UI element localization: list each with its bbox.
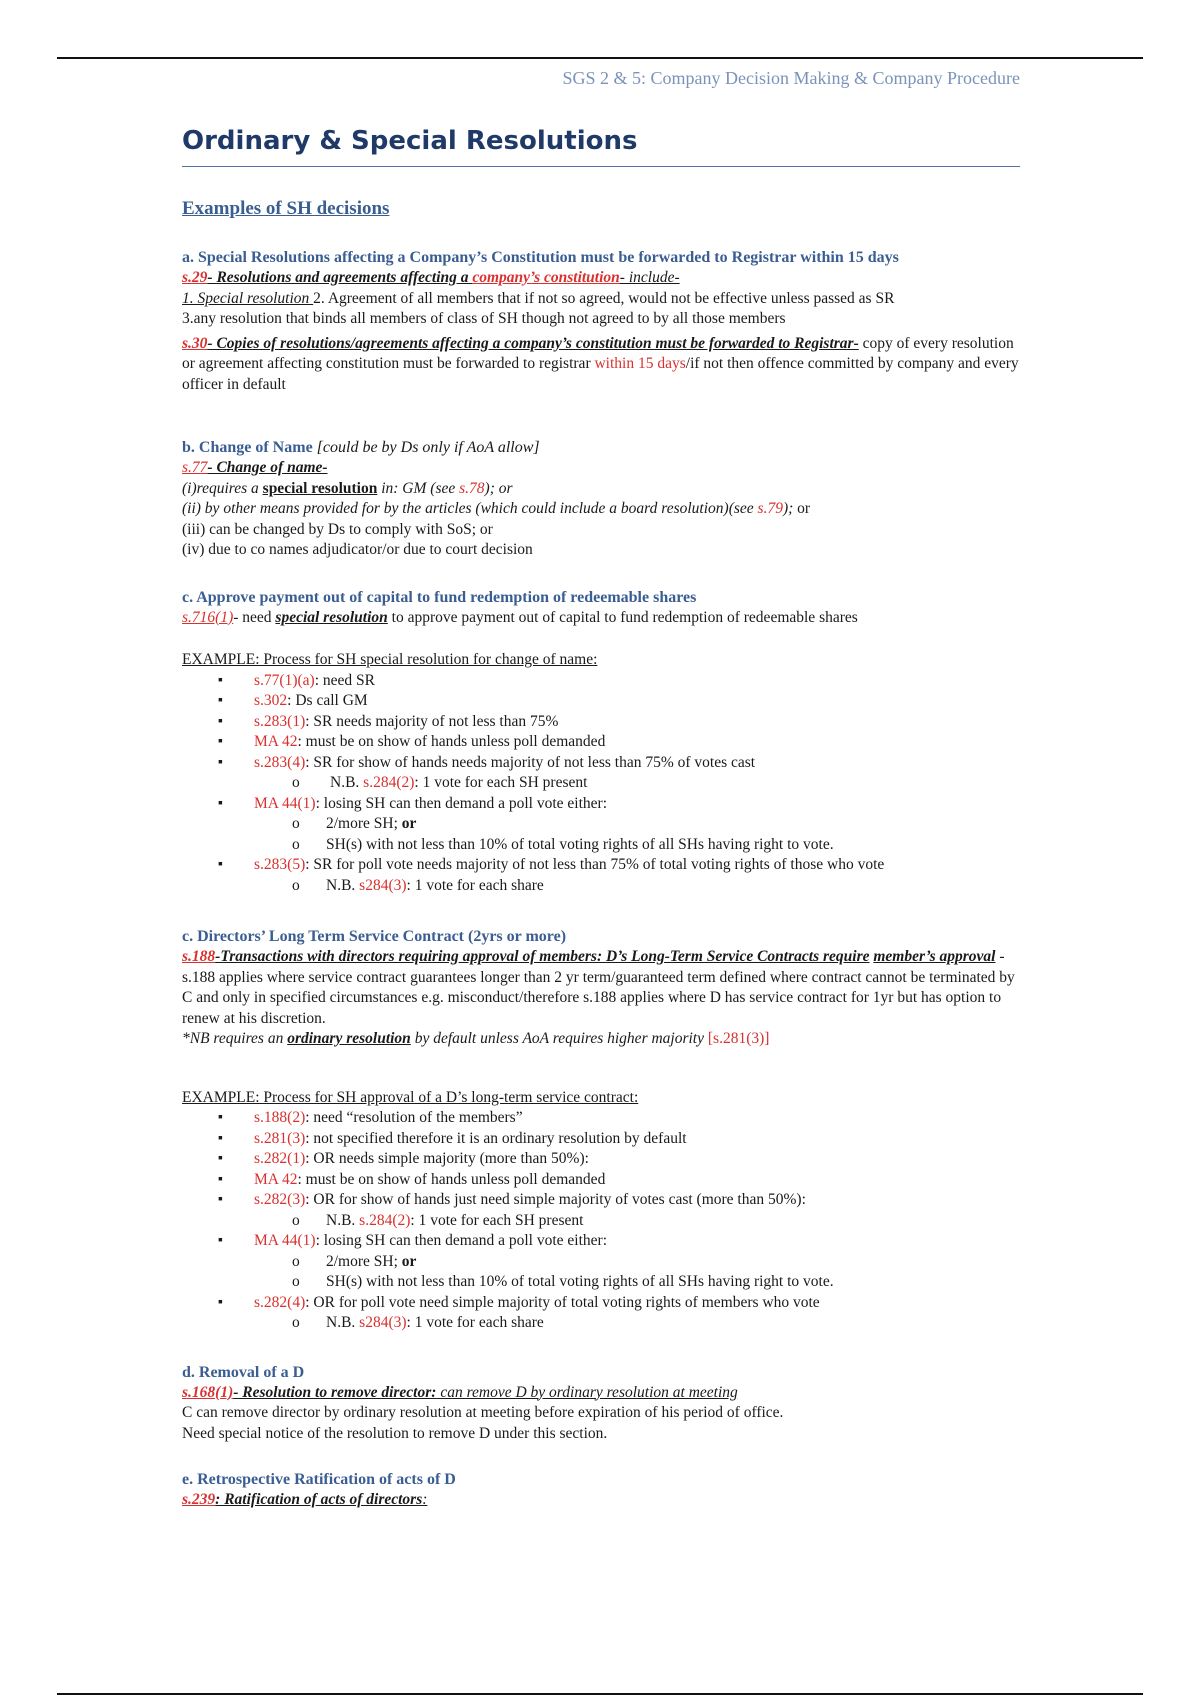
ref: s.283(1) xyxy=(254,712,306,730)
section-c xyxy=(182,587,1020,629)
item-i-ref: s.78 xyxy=(459,479,485,497)
example-2-sublist-3 xyxy=(182,1313,1020,1334)
list-item xyxy=(182,794,1020,815)
s30-title: - Copies of resolutions/agreements affecting a company’s constitution must be forwarded to Registrar- xyxy=(207,334,859,352)
s188-nb xyxy=(182,1029,1020,1050)
sub-text: : 1 vote for each SH present xyxy=(410,1211,584,1229)
section-c2-heading: c. Directors’ Long Term Service Contract (2yrs or more) xyxy=(182,928,567,945)
s168-title-it: can remove D by ordinary resolution at meeting xyxy=(436,1383,738,1401)
s239-title-end: : xyxy=(422,1491,428,1508)
example-2-sublist xyxy=(182,1211,1020,1232)
ref: s.77(1)(a) xyxy=(254,671,315,689)
text: : OR for show of hands just need simple majority of votes cast (more than 50%): xyxy=(305,1191,806,1208)
sub-ref: s284(3) xyxy=(359,1314,407,1331)
example-2-list-cont-2 xyxy=(182,1293,1020,1314)
example-1-sublist xyxy=(182,773,1020,794)
list-item xyxy=(182,1293,1020,1314)
s29-title-c: - include- xyxy=(619,269,680,286)
s30-paragraph xyxy=(182,334,1020,396)
text: : OR needs simple majority (more than 50%): xyxy=(305,1150,589,1167)
s239-line xyxy=(182,1490,1020,1511)
list-item xyxy=(182,1231,1020,1252)
sub-pre: N.B. xyxy=(326,876,360,894)
sub-item xyxy=(182,1211,1020,1232)
list-item xyxy=(182,855,1020,876)
running-header: SGS 2 & 5: Company Decision Making & Company Procedure xyxy=(562,68,1020,88)
s188-paragraph xyxy=(182,947,1020,1029)
sub-item xyxy=(182,835,1020,856)
sub-text: : 1 vote for each share xyxy=(406,876,544,894)
s188-ref: s.188 xyxy=(182,948,216,965)
top-rule xyxy=(57,57,1143,59)
item-i-d: ); or xyxy=(484,479,513,497)
sub-pre: SH(s) with not less than 10% of total voting rights of all SHs having right to vote. xyxy=(326,1273,834,1290)
bottom-rule xyxy=(57,1693,1143,1695)
s30-text-a: copy of every resolution or agreement affecting constitution must be forwarded to registrar xyxy=(182,334,1014,372)
section-c2 xyxy=(182,926,1020,1050)
item-ii-b: ); xyxy=(782,500,798,517)
s716-ref: s.716(1) xyxy=(182,608,234,626)
s716-special: special resolution xyxy=(275,608,388,626)
sub-item xyxy=(182,1272,1020,1293)
nb-a: *NB requires an xyxy=(182,1030,288,1047)
s168-line1: C can remove director by ordinary resolution at meeting before expiration of his period of office. xyxy=(182,1404,784,1421)
s77-item-i xyxy=(182,479,1020,500)
s188-title-b: member’s approval xyxy=(873,948,996,965)
section-e xyxy=(182,1469,1020,1511)
section-c-heading: c. Approve payment out of capital to fund redemption of redeemable shares xyxy=(182,588,697,606)
s168-line xyxy=(182,1383,1020,1404)
item-i-c: in: GM (see xyxy=(377,479,460,497)
item-i-special: special resolution xyxy=(262,479,378,497)
ref: s.282(1) xyxy=(254,1150,306,1167)
sub-item xyxy=(182,1252,1020,1273)
s77-ref: s.77 xyxy=(182,459,208,476)
list-item xyxy=(182,712,1020,733)
s188-text: - s.188 applies where service contract guarantees longer than 2 yr term/guaranteed term defined where contract cannot be terminated by C and only in specified circumstances e.g. misconduct/therefore s.188 applies where D has service contract for 1yr but has option to renew at his discretion. xyxy=(182,948,1015,1027)
list-item xyxy=(182,732,1020,753)
ref: MA 42 xyxy=(254,733,298,750)
sub-ref: s.284(2) xyxy=(359,1211,411,1229)
s716-text-a: - need xyxy=(233,608,276,626)
ref: MA 42 xyxy=(254,1170,298,1188)
agreement-item: 2. Agreement of all members that if not so agreed, would not be effective unless passed as SR xyxy=(313,289,895,307)
ref: s.283(4) xyxy=(254,753,306,771)
list-item xyxy=(182,1170,1020,1191)
text: : losing SH can then demand a poll vote either: xyxy=(315,1232,607,1249)
item-ii-ref: s.79 xyxy=(757,500,783,517)
ref: s.282(4) xyxy=(254,1293,306,1311)
example-1-list xyxy=(182,671,1020,774)
text: : need “resolution of the members” xyxy=(305,1109,523,1126)
section-b-heading-text: b. Change of Name xyxy=(182,439,317,456)
s29-ref: s.29 xyxy=(182,269,208,286)
s239-title: : Ratification of acts of directors xyxy=(215,1491,423,1508)
section-d-heading: d. Removal of a D xyxy=(182,1363,305,1381)
nb-ref: [s.281(3)] xyxy=(707,1030,770,1047)
s77-item-iii: (iii) can be changed by Ds to comply with SoS; or xyxy=(182,520,493,538)
s716-text-c: to approve payment out of capital to fund redemption of redeemable shares xyxy=(387,608,858,626)
example-1-sublist-2 xyxy=(182,814,1020,855)
sub-pre: N.B. xyxy=(326,1314,360,1331)
text: : not specified therefore it is an ordinary resolution by default xyxy=(305,1129,687,1147)
sub-ref: s284(3) xyxy=(359,876,407,894)
example-1-sublist-3 xyxy=(182,876,1020,897)
section-subtitle: Examples of SH decisions xyxy=(182,198,390,219)
special-resolution-item: 1. Special resolution xyxy=(182,289,314,307)
s29-title-b: company’s constitution xyxy=(472,269,620,286)
section-a-heading: a. Special Resolutions affecting a Company’s Constitution must be forwarded to Registrar within 15 days xyxy=(182,249,899,266)
s168-line2: Need special notice of the resolution to remove D under this section. xyxy=(182,1424,608,1442)
item-ii-c: or xyxy=(797,500,811,517)
text: : SR for poll vote needs majority of not less than 75% of total voting rights of those who vote xyxy=(305,856,885,873)
example-1 xyxy=(182,650,1020,896)
s77-title: - Change of name- xyxy=(207,459,328,476)
list-item xyxy=(182,1108,1020,1129)
s77-item-ii xyxy=(182,499,1020,520)
text: : SR for show of hands needs majority of not less than 75% of votes cast xyxy=(305,753,756,771)
s29-items-line2: 3.any resolution that binds all members of class of SH though not agreed to by all those members xyxy=(182,310,786,327)
text: : losing SH can then demand a poll vote either: xyxy=(315,794,607,812)
list-item xyxy=(182,1149,1020,1170)
sub-pre: 2/more SH; xyxy=(326,815,402,832)
example-2-heading: EXAMPLE: Process for SH approval of a D’s long-term service contract: xyxy=(182,1088,639,1106)
sub-text: : 1 vote for each share xyxy=(406,1314,544,1331)
text: : must be on show of hands unless poll demanded xyxy=(297,1170,606,1188)
section-a xyxy=(182,247,1020,395)
ref: s.302 xyxy=(254,692,288,709)
section-e-heading: e. Retrospective Ratification of acts of D xyxy=(182,1471,456,1488)
section-b xyxy=(182,437,1020,561)
document-page xyxy=(182,66,1020,1511)
list-item xyxy=(182,1129,1020,1150)
s29-line xyxy=(182,268,1020,289)
sub-item xyxy=(182,814,1020,835)
nb-b: ordinary resolution xyxy=(287,1030,411,1047)
ref: s.282(3) xyxy=(254,1191,306,1208)
list-item xyxy=(182,753,1020,774)
text: : must be on show of hands unless poll demanded xyxy=(297,733,606,750)
example-1-list-cont-2 xyxy=(182,855,1020,876)
s30-text-b: /if not then offence committed by company and every officer in default xyxy=(182,355,1019,393)
list-item xyxy=(182,671,1020,692)
sub-bold: or xyxy=(401,1252,417,1270)
text: : OR for poll vote need simple majority of total voting rights of members who vote xyxy=(305,1293,820,1311)
ref: s.188(2) xyxy=(254,1109,306,1126)
example-1-heading: EXAMPLE: Process for SH special resolution for change of name: xyxy=(182,651,598,668)
sub-item xyxy=(182,773,1020,794)
page-title: Ordinary & Special Resolutions xyxy=(182,124,1020,167)
section-b-heading-note: [could be by Ds only if AoA allow] xyxy=(316,439,540,456)
sub-item xyxy=(182,1313,1020,1334)
example-2-list-cont xyxy=(182,1231,1020,1252)
sub-item xyxy=(182,876,1020,897)
ref: MA 44(1) xyxy=(254,794,316,812)
example-2-list xyxy=(182,1108,1020,1211)
sub-pre: 2/more SH; xyxy=(326,1252,402,1270)
ref: s.283(5) xyxy=(254,856,306,873)
s77-item-iv: (iv) due to co names adjudicator/or due to court decision xyxy=(182,541,533,558)
s77-line xyxy=(182,458,1020,479)
example-2 xyxy=(182,1088,1020,1334)
sub-pre: SH(s) with not less than 10% of total voting rights of all SHs having right to vote. xyxy=(326,835,834,853)
s716-line xyxy=(182,608,1020,629)
item-ii-a: (ii) by other means provided for by the articles (which could include a board resolution)(see xyxy=(182,500,758,517)
s188-title-a: -Transactions with directors requiring approval of members: D’s Long-Term Service Contracts require xyxy=(215,948,870,965)
text: : Ds call GM xyxy=(287,692,368,709)
list-item xyxy=(182,691,1020,712)
s168-ref: s.168(1) xyxy=(182,1383,234,1401)
text: : SR needs majority of not less than 75% xyxy=(305,712,559,730)
section-d xyxy=(182,1362,1020,1445)
s29-items-line1 xyxy=(182,289,1020,310)
s30-ref: s.30 xyxy=(182,334,208,352)
list-item xyxy=(182,1190,1020,1211)
text: : need SR xyxy=(314,671,375,689)
ref: MA 44(1) xyxy=(254,1232,316,1249)
sub-ref: s.284(2) xyxy=(363,774,415,791)
sub-pre: N.B. xyxy=(326,1211,360,1229)
section-b-heading xyxy=(182,437,1020,458)
s30-red: within 15 days xyxy=(594,355,686,372)
sub-bold: or xyxy=(401,815,417,832)
nb-c: by default unless AoA requires higher majority xyxy=(410,1030,708,1047)
s29-title-a: - Resolutions and agreements affecting a xyxy=(207,269,473,286)
example-2-sublist-2 xyxy=(182,1252,1020,1293)
example-1-list-cont xyxy=(182,794,1020,815)
sub-pre: N.B. xyxy=(330,774,364,791)
s239-ref: s.239 xyxy=(182,1491,216,1508)
item-i-a: (i)requires a xyxy=(182,479,263,497)
s168-title: - Resolution to remove director: xyxy=(233,1383,437,1401)
sub-text: : 1 vote for each SH present xyxy=(414,774,588,791)
ref: s.281(3) xyxy=(254,1129,306,1147)
